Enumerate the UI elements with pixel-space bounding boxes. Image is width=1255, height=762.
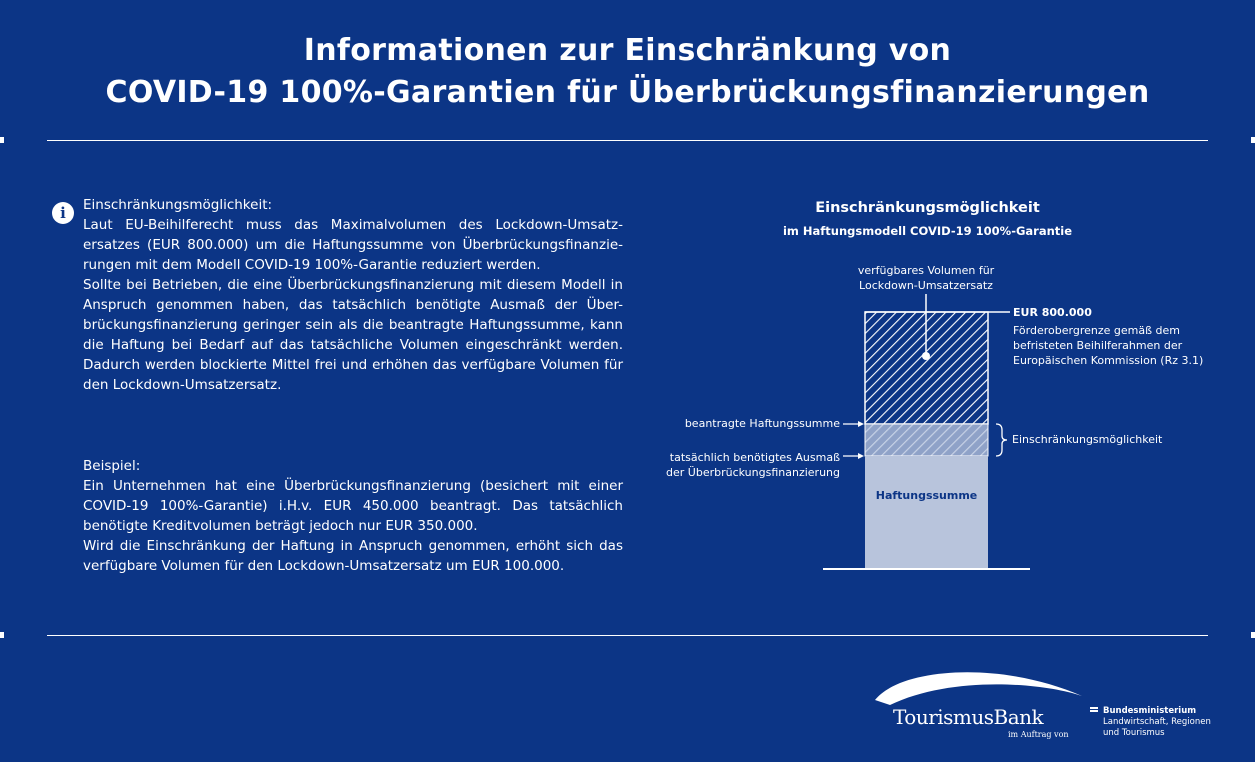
tourismusbank-logo-sub: im Auftrag von xyxy=(1008,730,1069,739)
applied-arrowhead xyxy=(858,421,864,427)
actual-arrowhead xyxy=(858,453,864,459)
info-circle-icon: i xyxy=(52,202,74,224)
section-restriction-heading: Einschränkungsmöglichkeit: xyxy=(83,197,273,213)
diagram-title: Einschränkungsmöglichkeit xyxy=(815,200,1040,216)
restriction-block xyxy=(865,424,988,456)
diagram-subtitle: im Haftungsmodell COVID-19 100%-Garantie xyxy=(782,224,1073,238)
actual-volume-label: tatsächlich benötigtes Ausmaß der Überbrückungsfinanzierung xyxy=(666,451,840,479)
liability-block xyxy=(865,456,988,568)
max-value-description: Förderobergrenze gemäß dem befristeten Beihilferahmen der Europäischen Kommission (Rz 3.1) xyxy=(1013,324,1204,367)
restriction-label: Einschränkungsmöglichkeit xyxy=(1012,433,1163,446)
liability-sum-label: Haftungssumme xyxy=(875,489,978,502)
tourismusbank-logo: TourismusBank xyxy=(893,705,1044,729)
max-value-label: EUR 800.000 xyxy=(1013,306,1092,319)
applied-liability-label: beantragte Haftungssumme xyxy=(684,417,840,430)
available-volume-label: verfügbares Volumen für Lockdown-Umsatzersatz xyxy=(857,264,995,292)
title-line-1: Informationen zur Einschränkung von xyxy=(303,33,952,68)
ministry-logo: Bundesministerium Landwirtschaft, Regionen und Tourismus xyxy=(1103,706,1211,738)
title-line-2: COVID-19 100%-Garantien für Überbrückungsfinanzierungen xyxy=(105,75,1150,110)
section-restriction-para-1: Laut EU-Beihilferecht muss das Maximalvolumen des Lockdown-Umsatz-ersatzes (EUR 800.000) um die Haftungssumme von Überbrückungsfinanzie-rungen mit dem Modell COVID-19 100%-Garantie reduziert werden. xyxy=(83,217,623,273)
section-example-para-2: Wird die Einschränkung der Haftung in Anspruch genommen, erhöht sich das verfügbare Volumen für den Lockdown-Umsatzersatz um EUR 100.000. xyxy=(83,538,623,574)
available-pointer-dot xyxy=(922,352,930,360)
section-example-para-1: Ein Unternehmen hat eine Überbrückungsfinanzierung (besichert mit einer COVID-19 100%-Garantie) i.H.v. EUR 450.000 beantragt. Das tatsächlich benötigte Kreditvolumen beträgt jedoch nur EUR 350.000. xyxy=(83,478,623,534)
tourismusbank-logo-swoosh xyxy=(875,672,1082,705)
ministry-flag-icon xyxy=(1090,707,1098,715)
section-example-heading: Beispiel: xyxy=(83,458,141,474)
section-restriction-para-2: Sollte bei Betrieben, die eine Überbrückungsfinanzierung mit diesem Modell in Anspruch genommen haben, das tatsächlich benötigte Ausmaß der Über-brückungsfinanzierung geringer sein als die beantragte Haftungssumme, kann die Haftung bei Bedarf auf das tatsächliche Volumen eingeschränkt werden. Dadurch werden blockierte Mittel frei und erhöhen das verfügbare Volumen für den Lockdown-Umsatzersatz. xyxy=(83,277,623,393)
restriction-brace xyxy=(996,424,1007,456)
